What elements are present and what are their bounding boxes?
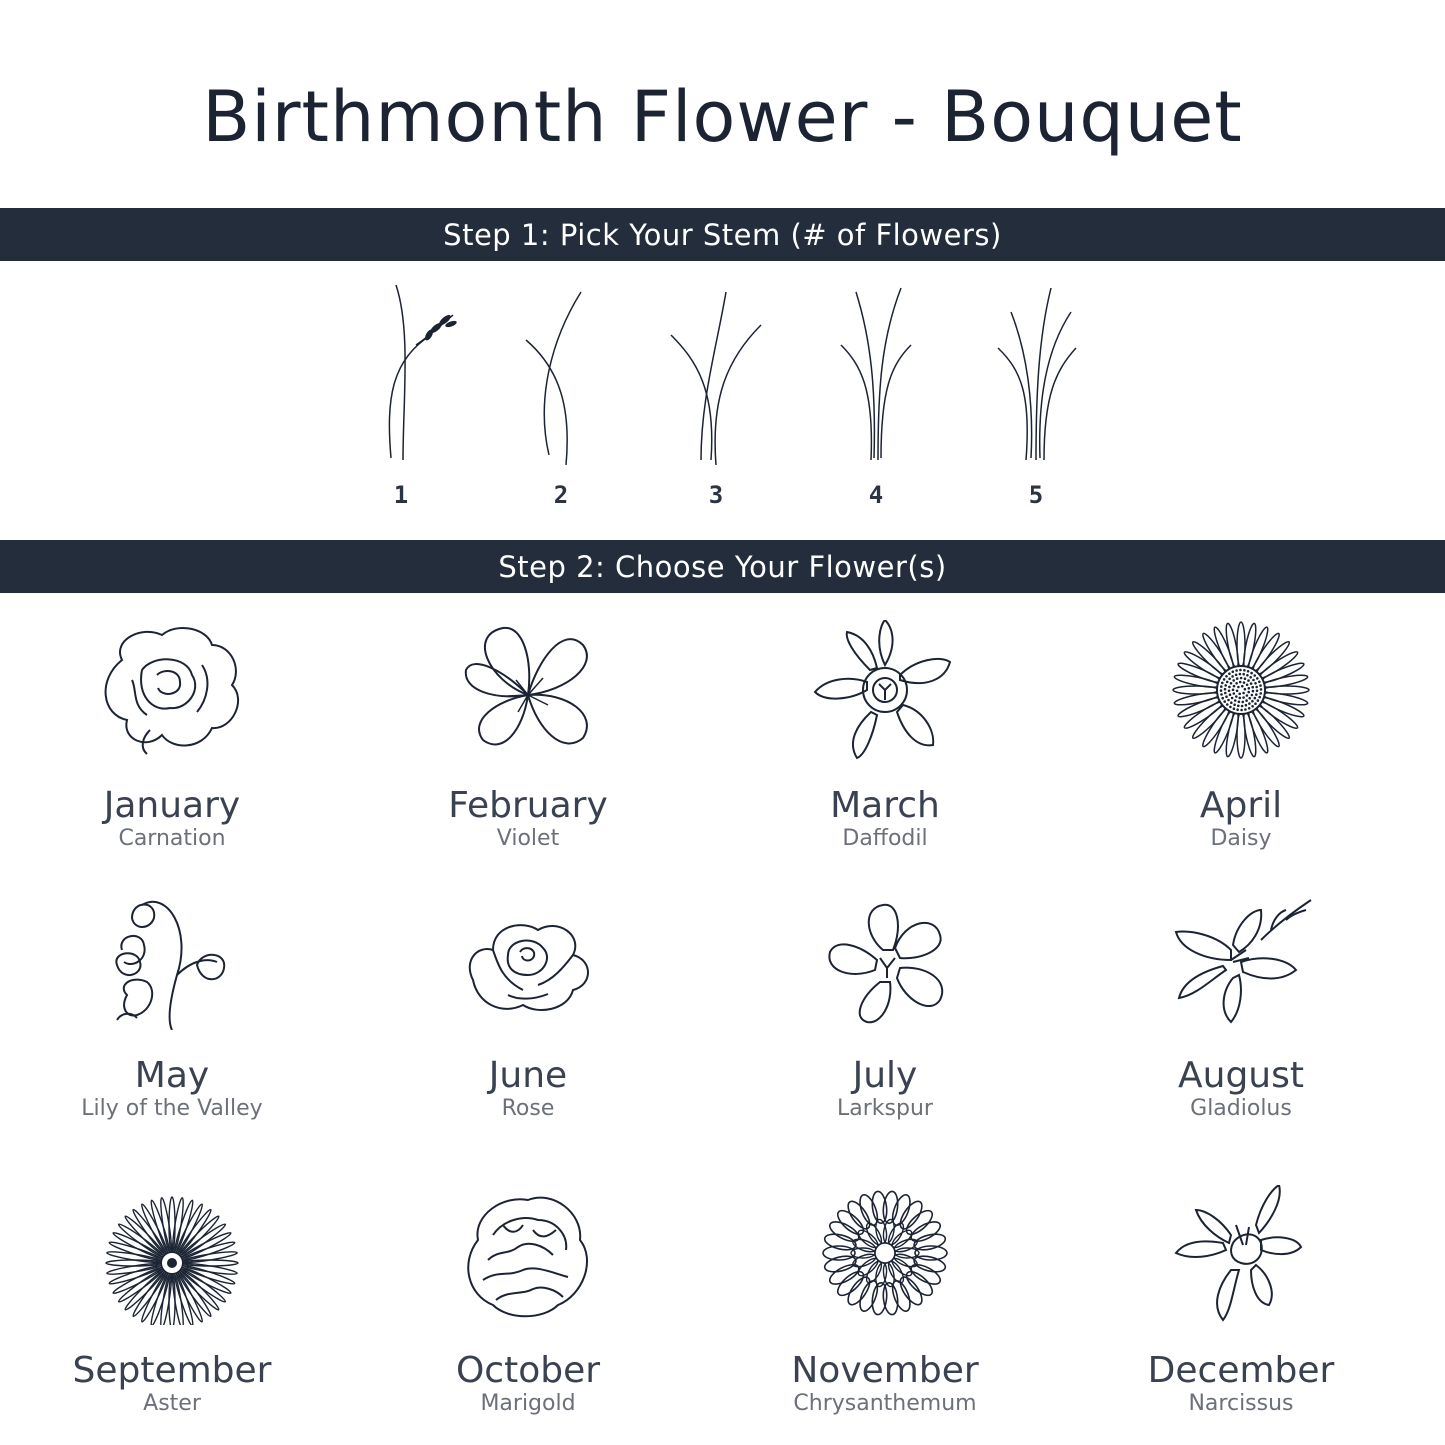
stem-number: 2 [553, 481, 569, 509]
month-label: February [448, 785, 608, 826]
stem-option-1[interactable] [341, 280, 461, 509]
marigold-icon [448, 1185, 608, 1325]
flower-card-september[interactable] [22, 1185, 322, 1417]
stem-number: 5 [1028, 481, 1044, 509]
month-label: May [134, 1055, 210, 1096]
flower-name: Aster [143, 1391, 201, 1416]
step2-banner: Step 2: Choose Your Flower(s) [0, 540, 1445, 593]
daisy-icon [1161, 620, 1321, 760]
flower-name: Narcissus [1188, 1391, 1294, 1416]
flower-card-january[interactable] [22, 620, 322, 852]
flower-name: Carnation [118, 826, 226, 851]
flower-card-june[interactable] [378, 890, 678, 1122]
lily-of-the-valley-icon [92, 890, 252, 1030]
flower-name: Gladiolus [1190, 1096, 1292, 1121]
flower-card-december[interactable] [1091, 1185, 1391, 1417]
flower-card-may[interactable] [22, 890, 322, 1122]
rose-icon [448, 890, 608, 1030]
chrysanthemum-icon [805, 1185, 965, 1325]
daffodil-icon [805, 620, 965, 760]
stem-1-icon [341, 280, 461, 465]
flower-card-april[interactable] [1091, 620, 1391, 852]
stem-number: 3 [708, 481, 724, 509]
narcissus-icon [1161, 1185, 1321, 1325]
flower-name: Larkspur [837, 1096, 933, 1121]
aster-icon [92, 1185, 252, 1325]
flower-card-november[interactable] [735, 1185, 1035, 1417]
flower-name: Marigold [480, 1391, 576, 1416]
flower-name: Violet [496, 826, 560, 851]
flower-name: Daffodil [842, 826, 928, 851]
stem-5-icon [976, 280, 1096, 465]
flower-card-august[interactable] [1091, 890, 1391, 1122]
month-label: October [455, 1350, 601, 1391]
step1-banner: Step 1: Pick Your Stem (# of Flowers) [0, 208, 1445, 261]
month-label: June [488, 1055, 568, 1096]
page-title: Birthmonth Flower - Bouquet [202, 76, 1243, 158]
month-label: March [830, 785, 940, 826]
violet-icon [448, 620, 608, 760]
stem-option-3[interactable] [656, 280, 776, 509]
month-label: April [1199, 785, 1283, 826]
month-label: September [72, 1350, 272, 1391]
flower-name: Lily of the Valley [81, 1096, 263, 1121]
flower-name: Rose [501, 1096, 555, 1121]
flower-name: Chrysanthemum [793, 1391, 977, 1416]
stem-option-5[interactable] [976, 280, 1096, 509]
flower-card-october[interactable] [378, 1185, 678, 1417]
month-label: July [852, 1055, 918, 1096]
flower-card-february[interactable] [378, 620, 678, 852]
larkspur-icon [805, 890, 965, 1030]
month-label: November [791, 1350, 979, 1391]
stem-options [0, 280, 1445, 520]
flower-card-march[interactable] [735, 620, 1035, 852]
stem-4-icon [816, 280, 936, 465]
month-label: August [1178, 1055, 1304, 1096]
stem-option-2[interactable] [501, 280, 621, 509]
stem-option-4[interactable] [816, 280, 936, 509]
stem-3-icon [656, 280, 776, 465]
stem-number: 4 [868, 481, 884, 509]
stem-number: 1 [393, 481, 409, 509]
gladiolus-icon [1161, 890, 1321, 1030]
flower-name: Daisy [1210, 826, 1272, 851]
month-label: December [1147, 1350, 1335, 1391]
carnation-icon [92, 620, 252, 760]
stem-2-icon [501, 280, 621, 465]
flower-card-july[interactable] [735, 890, 1035, 1122]
month-label: January [103, 785, 241, 826]
